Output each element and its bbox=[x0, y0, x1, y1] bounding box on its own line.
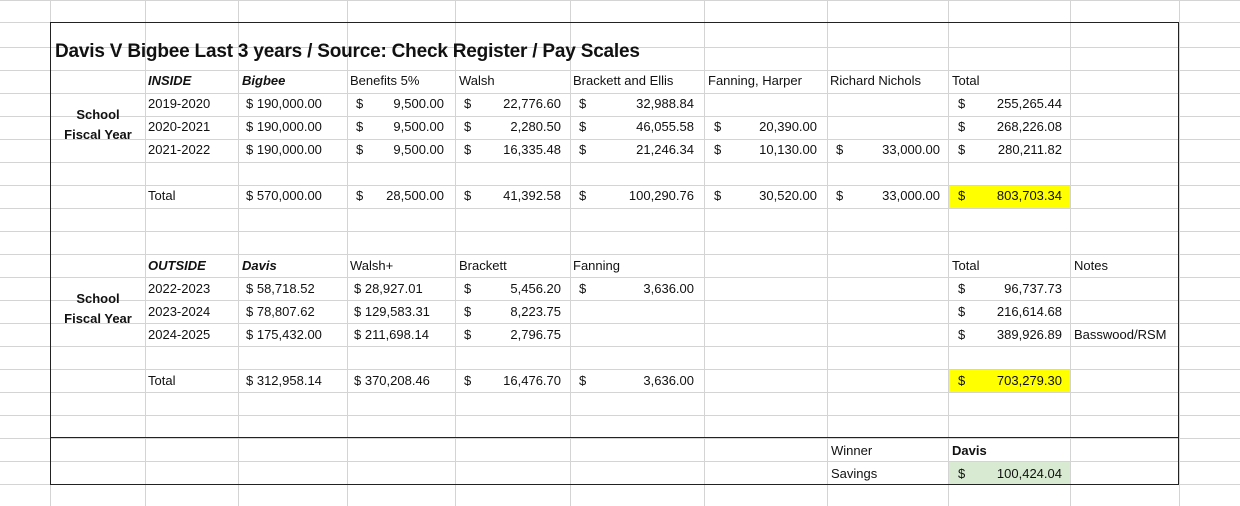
walsh-total-dollar: $ bbox=[464, 188, 472, 203]
year-cell[interactable]: 2023-2024 bbox=[148, 304, 211, 319]
richard-nichols-total[interactable]: 33,000.00 bbox=[882, 188, 940, 203]
fanning-harper-dollar: $ bbox=[714, 142, 722, 157]
davis-total[interactable]: $ 312,958.14 bbox=[246, 373, 322, 388]
brackett-cell[interactable]: 5,456.20 bbox=[510, 281, 561, 296]
benefits-total[interactable]: 28,500.00 bbox=[386, 188, 444, 203]
year-cell[interactable]: 2019-2020 bbox=[148, 96, 211, 111]
bigbee-cell[interactable]: $ 190,000.00 bbox=[246, 96, 322, 111]
total-dollar: $ bbox=[958, 142, 966, 157]
brackett-ellis-dollar: $ bbox=[579, 119, 587, 134]
fanning-harper-total-dollar: $ bbox=[714, 188, 722, 203]
davis-cell[interactable]: $ 78,807.62 bbox=[246, 304, 315, 319]
brackett-cell[interactable]: 2,796.75 bbox=[510, 327, 561, 342]
fanning-dollar: $ bbox=[579, 281, 587, 296]
davis-cell[interactable]: $ 175,432.00 bbox=[246, 327, 322, 342]
brackett-dollar: $ bbox=[464, 327, 472, 342]
savings-value[interactable]: 100,424.04 bbox=[996, 466, 1062, 481]
walsh-cell[interactable]: 2,280.50 bbox=[510, 119, 561, 134]
outside-label[interactable]: OUTSIDE bbox=[148, 258, 206, 273]
brackett-ellis-cell[interactable]: 46,055.58 bbox=[636, 119, 694, 134]
richard-nichols-total-dollar: $ bbox=[836, 188, 844, 203]
brackett-ellis-dollar: $ bbox=[579, 142, 587, 157]
walsh-dollar: $ bbox=[464, 119, 472, 134]
total-cell[interactable]: 280,211.82 bbox=[997, 142, 1062, 157]
walsh-cell[interactable]: 16,335.48 bbox=[503, 142, 561, 157]
summary-separator bbox=[50, 437, 1179, 438]
year-cell[interactable]: 2020-2021 bbox=[148, 119, 211, 134]
outside-header-notes[interactable]: Notes bbox=[1074, 258, 1108, 273]
walsh-cell[interactable]: 22,776.60 bbox=[503, 96, 561, 111]
savings-dollar: $ bbox=[958, 466, 966, 481]
walsh-plus-cell[interactable]: $ 28,927.01 bbox=[354, 281, 423, 296]
fanning-harper-cell[interactable]: 20,390.00 bbox=[759, 119, 817, 134]
total-dollar: $ bbox=[958, 96, 966, 111]
brackett-total-dollar: $ bbox=[464, 373, 472, 388]
grand-total-dollar: $ bbox=[958, 373, 966, 388]
brackett-ellis-total-dollar: $ bbox=[579, 188, 587, 203]
benefits-dollar: $ bbox=[356, 142, 364, 157]
total-dollar: $ bbox=[958, 304, 966, 319]
total-label[interactable]: Total bbox=[148, 373, 176, 388]
fanning-harper-cell[interactable]: 10,130.00 bbox=[759, 142, 817, 157]
walsh-dollar: $ bbox=[464, 96, 472, 111]
inside-grand-total[interactable]: 803,703.34 bbox=[996, 188, 1062, 203]
inside-header-benefits[interactable]: Benefits 5% bbox=[350, 73, 420, 88]
savings-label[interactable]: Savings bbox=[831, 466, 878, 481]
winner-value[interactable]: Davis bbox=[952, 443, 987, 458]
outside-header-brackett[interactable]: Brackett bbox=[459, 258, 507, 273]
year-cell[interactable]: 2024-2025 bbox=[148, 327, 211, 342]
fanning-cell[interactable]: 3,636.00 bbox=[643, 281, 694, 296]
outside-row-group-label: School Fiscal Year bbox=[64, 291, 132, 326]
benefits-cell[interactable]: 9,500.00 bbox=[393, 119, 444, 134]
total-dollar: $ bbox=[958, 119, 966, 134]
bigbee-total[interactable]: $ 570,000.00 bbox=[246, 188, 322, 203]
walsh-plus-cell[interactable]: $ 129,583.31 bbox=[354, 304, 430, 319]
benefits-total-dollar: $ bbox=[356, 188, 364, 203]
benefits-cell[interactable]: 9,500.00 bbox=[393, 96, 444, 111]
fanning-total-dollar: $ bbox=[579, 373, 587, 388]
brackett-dollar: $ bbox=[464, 304, 472, 319]
notes-cell[interactable]: Basswood/RSM bbox=[1074, 327, 1167, 342]
fanning-harper-total[interactable]: 30,520.00 bbox=[759, 188, 817, 203]
total-cell[interactable]: 96,737.73 bbox=[1004, 281, 1062, 296]
fanning-harper-dollar: $ bbox=[714, 119, 722, 134]
outside-header-total[interactable]: Total bbox=[952, 258, 980, 273]
inside-row-group-label: School Fiscal Year bbox=[64, 107, 132, 142]
inside-header-fanning-harper[interactable]: Fanning, Harper bbox=[708, 73, 802, 88]
brackett-total[interactable]: 16,476.70 bbox=[503, 373, 561, 388]
total-dollar: $ bbox=[958, 281, 966, 296]
brackett-dollar: $ bbox=[464, 281, 472, 296]
brackett-ellis-cell[interactable]: 21,246.34 bbox=[636, 142, 694, 157]
fanning-total[interactable]: 3,636.00 bbox=[643, 373, 694, 388]
outside-grand-total[interactable]: 703,279.30 bbox=[996, 373, 1062, 388]
inside-label[interactable]: INSIDE bbox=[148, 73, 192, 88]
outside-header-davis[interactable]: Davis bbox=[242, 258, 277, 273]
richard-nichols-cell[interactable]: 33,000.00 bbox=[882, 142, 940, 157]
walsh-plus-cell[interactable]: $ 211,698.14 bbox=[354, 327, 429, 342]
inside-header-brackett-ellis[interactable]: Brackett and Ellis bbox=[573, 73, 674, 88]
total-cell[interactable]: 216,614.68 bbox=[996, 304, 1062, 319]
winner-label[interactable]: Winner bbox=[831, 443, 873, 458]
total-dollar: $ bbox=[958, 327, 966, 342]
total-cell[interactable]: 255,265.44 bbox=[996, 96, 1062, 111]
benefits-dollar: $ bbox=[356, 96, 364, 111]
bigbee-cell[interactable]: $ 190,000.00 bbox=[246, 119, 322, 134]
brackett-ellis-dollar: $ bbox=[579, 96, 587, 111]
davis-cell[interactable]: $ 58,718.52 bbox=[246, 281, 315, 296]
brackett-ellis-total[interactable]: 100,290.76 bbox=[628, 188, 694, 203]
outside-header-fanning[interactable]: Fanning bbox=[573, 258, 620, 273]
brackett-cell[interactable]: 8,223.75 bbox=[510, 304, 561, 319]
year-cell[interactable]: 2022-2023 bbox=[148, 281, 211, 296]
inside-header-bigbee[interactable]: Bigbee bbox=[242, 73, 286, 88]
total-cell[interactable]: 389,926.89 bbox=[996, 327, 1062, 342]
benefits-cell[interactable]: 9,500.00 bbox=[393, 142, 444, 157]
bigbee-cell[interactable]: $ 190,000.00 bbox=[246, 142, 322, 157]
walsh-total[interactable]: 41,392.58 bbox=[503, 188, 561, 203]
outside-header-walsh-plus[interactable]: Walsh+ bbox=[350, 258, 394, 273]
sheet-title[interactable]: Davis V Bigbee Last 3 years / Source: Check Register / Pay Scales bbox=[55, 41, 640, 62]
year-cell[interactable]: 2021-2022 bbox=[148, 142, 211, 157]
inside-header-total[interactable]: Total bbox=[952, 73, 980, 88]
inside-header-richard-nichols[interactable]: Richard Nichols bbox=[830, 73, 922, 88]
walsh-plus-total[interactable]: $ 370,208.46 bbox=[354, 373, 430, 388]
brackett-ellis-cell[interactable]: 32,988.84 bbox=[636, 96, 694, 111]
total-cell[interactable]: 268,226.08 bbox=[996, 119, 1062, 134]
grand-total-dollar: $ bbox=[958, 188, 966, 203]
walsh-dollar: $ bbox=[464, 142, 472, 157]
richard-nichols-dollar: $ bbox=[836, 142, 844, 157]
benefits-dollar: $ bbox=[356, 119, 364, 134]
inside-header-walsh[interactable]: Walsh bbox=[459, 73, 495, 88]
total-label[interactable]: Total bbox=[148, 188, 176, 203]
